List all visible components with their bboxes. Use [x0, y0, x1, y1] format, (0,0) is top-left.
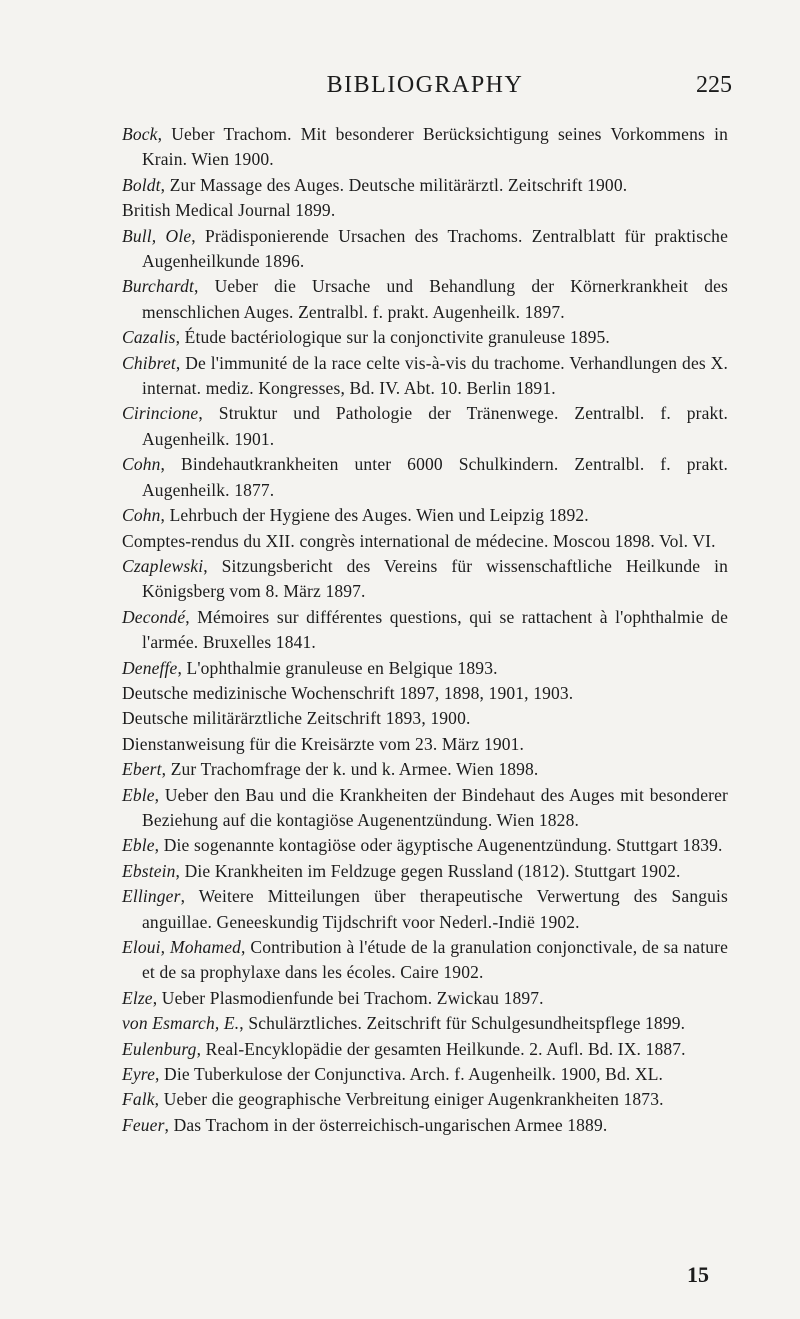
- entry-text: , Struktur und Pathologie der Tränenwege. Zentralbl. f. prakt. Augenheilk. 1901.: [142, 403, 728, 449]
- entry-author: Falk: [122, 1089, 155, 1110]
- bibliography-entry: [122, 732, 728, 757]
- entry-author: Cazalis: [122, 327, 176, 348]
- entry-text: , Zur Massage des Auges. Deutsche militärärztl. Zeitschrift 1900.: [160, 174, 628, 195]
- entry-author: Ebstein: [122, 860, 176, 881]
- entry-text: , Real-Encyklopädie der gesamten Heilkunde. 2. Aufl. Bd. IX. 1887.: [196, 1038, 686, 1059]
- bibliography-entry: [122, 935, 728, 986]
- bibliography-entry: [122, 1113, 728, 1138]
- entry-text: , Lehrbuch der Hygiene des Auges. Wien und Leipzig 1892.: [160, 505, 589, 526]
- bibliography-entry: [122, 1037, 728, 1062]
- bibliography-entry: [122, 173, 728, 198]
- bibliography-entry: [122, 605, 728, 656]
- running-head: BIBLIOGRAPHY: [326, 72, 524, 98]
- entry-text: , Die sogenannte kontagiöse oder ägyptische Augenentzündung. Stuttgart 1839.: [154, 835, 723, 856]
- entry-author: Ellinger: [122, 886, 181, 907]
- entry-author: Bull, Ole: [122, 225, 192, 246]
- entry-text: , Zur Trachomfrage der k. und k. Armee. Wien 1898.: [161, 759, 539, 780]
- bibliography-entry: [122, 554, 728, 605]
- bibliography-entry: [122, 351, 728, 402]
- page-header: [118, 72, 732, 102]
- entry-text: , L'ophthalmie granuleuse en Belgique 1893.: [177, 657, 498, 678]
- bibliography-entry: [122, 325, 728, 350]
- entry-text: Deutsche medizinische Wochenschrift 1897, 1898, 1901, 1903.: [122, 682, 574, 703]
- entry-text: , Ueber die geographische Verbreitung einiger Augenkrankheiten 1873.: [154, 1089, 664, 1110]
- bibliography-entry: [122, 224, 728, 275]
- bibliography-entry: [122, 757, 728, 782]
- entry-author: Boldt: [122, 174, 161, 195]
- bibliography-entry: [122, 833, 728, 858]
- bibliography-entry: [122, 274, 728, 325]
- entry-author: Feuer: [122, 1114, 165, 1135]
- bibliography-entry: [122, 452, 728, 503]
- page-number: 225: [696, 72, 732, 98]
- entry-text: , Ueber den Bau und die Krankheiten der Bindehaut des Auges mit besonderer Beziehung auf die kontagiöse Augenentzündung. Wien 1828.: [142, 784, 728, 830]
- bibliography-entry: [122, 401, 728, 452]
- entry-author: Elze: [122, 987, 153, 1008]
- entry-author: Czaplewski: [122, 555, 204, 576]
- bibliography-entry: [122, 529, 728, 554]
- bibliography-entry: [122, 681, 728, 706]
- entry-author: Chibret: [122, 352, 176, 373]
- entry-text: , Sitzungsbericht des Vereins für wissenschaftliche Heilkunde in Königsberg vom 8. März 1897.: [142, 555, 728, 602]
- entry-author: Eble: [122, 835, 155, 856]
- bibliography-entry: [122, 1087, 728, 1112]
- entry-text: , Bindehautkrankheiten unter 6000 Schulkindern. Zentralbl. f. prakt. Augenheilk. 1877.: [142, 454, 728, 500]
- entry-text: , Ueber Trachom. Mit besonderer Berücksichtigung seines Vorkommens in Krain. Wien 1900.: [142, 124, 728, 170]
- bibliography-entry: [122, 986, 728, 1011]
- entry-author: Decondé: [122, 606, 186, 627]
- entry-text: , Ueber Plasmodienfunde bei Trachom. Zwickau 1897.: [152, 987, 544, 1008]
- entry-author: Eloui, Mohamed: [122, 937, 242, 957]
- bibliography-entry: [122, 122, 728, 173]
- entry-text: , Die Krankheiten im Feldzuge gegen Russland (1812). Stuttgart 1902.: [175, 860, 681, 881]
- bibliography-entry: [122, 706, 728, 731]
- entry-text: Comptes-rendus du XII. congrès international de médecine. Moscou 1898. Vol. VI.: [122, 530, 716, 551]
- bibliography-entry: [122, 656, 728, 681]
- entry-author: Eulenburg: [122, 1038, 197, 1059]
- entry-text: , Das Trachom in der österreichisch-ungarischen Armee 1889.: [164, 1114, 608, 1135]
- entry-author: Cirincione: [122, 403, 199, 424]
- bibliography-entry: [122, 1011, 728, 1036]
- entry-text: Dienstanweisung für die Kreisärzte vom 23. März 1901.: [122, 733, 525, 754]
- entry-text: , Schulärztliches. Zeitschrift für Schulgesundheitspflege 1899.: [239, 1013, 686, 1034]
- entry-text: , Contribution à l'étude de la granulation conjonctivale, de sa nature et de sa prophylaxe dans les écoles. Caire 1902.: [142, 937, 729, 983]
- entry-author: Ebert: [122, 759, 162, 780]
- signature-mark: 15: [687, 1262, 709, 1287]
- entry-author: Cohn: [122, 505, 161, 526]
- entry-text: , Weitere Mitteilungen über therapeutische Verwertung des Sanguis anguillae. Geneeskundig Tijdschrift voor Nederl.-Indië 1902.: [142, 886, 728, 932]
- entry-author: von Esmarch, E.: [122, 1013, 240, 1034]
- entry-text: , Die Tuberkulose der Conjunctiva. Arch. f. Augenheilk. 1900, Bd. XL.: [155, 1064, 664, 1085]
- bibliography-list: [122, 122, 728, 1138]
- entry-author: Burchardt: [122, 276, 194, 297]
- entry-author: Eyre: [122, 1064, 155, 1085]
- entry-author: Eble: [122, 784, 155, 805]
- bibliography-entry: [122, 1062, 728, 1087]
- bibliography-entry: [122, 884, 728, 935]
- entry-text: Deutsche militärärztliche Zeitschrift 1893, 1900.: [122, 708, 471, 729]
- entry-author: Cohn: [122, 454, 161, 475]
- entry-text: , Ueber die Ursache und Behandlung der Körnerkrankheit des menschlichen Auges. Zentralbl. f. prakt. Augenheilk. 1897.: [142, 276, 728, 322]
- bibliography-entry: [122, 198, 728, 223]
- bibliography-entry: [122, 503, 728, 528]
- bibliography-entry: [122, 783, 728, 834]
- bibliography-entry: [122, 859, 728, 884]
- entry-text: , Prädisponierende Ursachen des Trachoms. Zentralblatt für praktische Augenheilkunde 1896.: [142, 225, 728, 272]
- entry-text: , De l'immunité de la race celte vis-à-vis du trachome. Verhandlungen des X. internat. mediz. Kongresses, Bd. IV. Abt. 10. Berlin 1891.: [142, 352, 728, 399]
- entry-text: , Étude bactériologique sur la conjonctivite granuleuse 1895.: [175, 327, 610, 348]
- entry-text: British Medical Journal 1899.: [122, 200, 336, 221]
- entry-text: , Mémoires sur différentes questions, qui se rattachent à l'ophthalmie de l'armée. Bruxelles 1841.: [142, 606, 728, 653]
- entry-author: Deneffe: [122, 657, 178, 678]
- entry-author: Bock: [122, 124, 158, 144]
